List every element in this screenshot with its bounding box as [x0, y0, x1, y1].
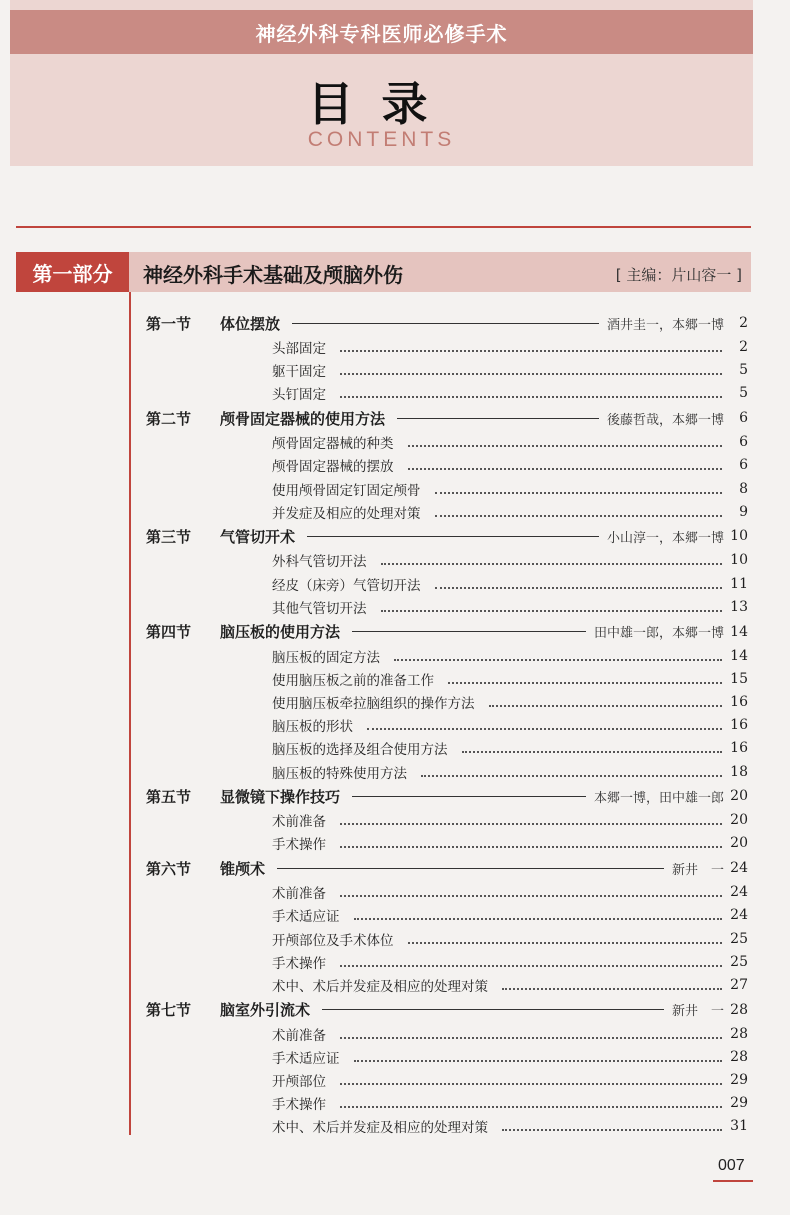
section-authors: 後藤哲哉，本郷一博	[606, 412, 724, 428]
toc-subsection-row[interactable]	[272, 951, 748, 973]
subsection-page: 10	[730, 552, 748, 569]
subsection-title: 并发症及相应的处理对策	[272, 505, 421, 522]
subsection-title: 使用脑压板牵拉脑组织的操作方法	[272, 695, 475, 712]
leader-dots	[462, 751, 723, 753]
subsection-title: 脑压板的固定方法	[272, 649, 380, 666]
page-number: 007	[718, 1157, 745, 1174]
leader-dots	[340, 1037, 722, 1039]
toc-subsection-row[interactable]	[272, 691, 748, 713]
leader-dots	[367, 728, 722, 730]
section-page: 20	[730, 788, 748, 805]
header-band	[10, 0, 753, 166]
leader-dots	[340, 350, 722, 352]
section-title: 脑室外引流术	[220, 1001, 311, 1020]
leader-dots	[408, 468, 723, 470]
toc-subsection-row[interactable]	[272, 974, 748, 996]
subsection-title: 开颅部位	[272, 1074, 326, 1090]
section-rule	[292, 323, 599, 324]
subsection-title: 手术适应证	[272, 1050, 340, 1067]
subsection-page: 8	[739, 480, 748, 497]
toc-subsection-row[interactable]	[272, 645, 748, 667]
section-number: 第三节	[146, 527, 192, 546]
toc-subsection-row[interactable]	[272, 809, 748, 831]
section-title: 脑压板的使用方法	[220, 623, 341, 641]
part-label-box	[16, 252, 129, 292]
subsection-title: 术中、术后并发症及相应的处理对策	[272, 1120, 488, 1137]
toc-section-row[interactable]	[146, 857, 748, 879]
section-number: 第七节	[146, 1001, 192, 1020]
subsection-page: 2	[739, 339, 748, 355]
toc-heading: 目录	[307, 77, 456, 131]
leader-dots	[502, 988, 722, 990]
toc-subsection-row[interactable]	[272, 737, 748, 759]
section-rule	[322, 1009, 664, 1010]
section-title: 锥颅术	[220, 859, 266, 878]
subsection-page: 9	[739, 503, 748, 520]
section-number: 第六节	[146, 859, 192, 878]
toc-section-row[interactable]	[146, 999, 748, 1021]
subsection-page: 28	[730, 1025, 748, 1042]
section-page: 2	[739, 315, 748, 331]
toc-subsection-row[interactable]	[272, 478, 748, 500]
toc-subsection-row[interactable]	[272, 1023, 748, 1045]
subsection-page: 29	[730, 1072, 748, 1088]
leader-dots	[340, 1083, 722, 1085]
subsection-page: 16	[730, 717, 748, 734]
toc-subsection-row[interactable]	[272, 714, 748, 736]
leader-dots	[421, 775, 722, 777]
toc-vertical-rule	[129, 292, 131, 1135]
subsection-title: 其他气管切开法	[272, 600, 367, 617]
toc-subsection-row[interactable]	[272, 573, 748, 595]
section-authors: 小山淳一，本郷一博	[606, 530, 724, 546]
subsection-page: 16	[730, 693, 748, 710]
subsection-page: 20	[730, 812, 748, 829]
section-number: 第二节	[146, 409, 192, 428]
subsection-title: 脑压板的形状	[272, 719, 353, 736]
subsection-page: 25	[730, 930, 748, 947]
subsection-title: 手术适应证	[272, 909, 340, 926]
subsection-title: 手术操作	[272, 955, 326, 972]
leader-dots	[340, 396, 722, 398]
leader-dots	[354, 918, 723, 920]
subsection-page: 6	[739, 457, 748, 474]
part-title: 神经外科手术基础及颅脑外伤	[143, 263, 403, 287]
section-rule	[352, 796, 586, 797]
subsection-title: 脑压板的特殊使用方法	[272, 765, 407, 782]
subsection-page: 31	[730, 1118, 748, 1135]
subsection-title: 手术操作	[272, 837, 326, 854]
section-page: 6	[739, 410, 748, 427]
leader-dots	[408, 445, 723, 447]
subsection-title: 术前准备	[272, 814, 326, 831]
subsection-title: 外科气管切开法	[272, 554, 367, 571]
book-title: 神经外科专科医师必修手术	[255, 21, 508, 46]
leader-dots	[435, 587, 723, 589]
leader-dots	[394, 659, 722, 661]
leader-dots	[340, 895, 722, 897]
toc-section-row[interactable]	[146, 621, 748, 643]
toc-subsection-row[interactable]	[272, 1115, 748, 1137]
section-authors: 田中雄一郎，本郷一博	[593, 626, 724, 641]
subsection-title: 术中、术后并发症及相应的处理对策	[272, 978, 488, 995]
subsection-title: 头钉固定	[272, 387, 326, 404]
leader-dots	[408, 942, 723, 944]
leader-dots	[354, 1060, 723, 1062]
subsection-page: 24	[730, 884, 748, 901]
section-number: 第五节	[146, 787, 192, 806]
leader-dots	[340, 846, 722, 848]
subsection-page: 20	[730, 835, 748, 852]
page-number-underline	[713, 1180, 753, 1182]
subsection-page: 5	[739, 362, 748, 379]
subsection-title: 颅骨固定器械的摆放	[272, 459, 394, 476]
toc-subsection-row[interactable]	[272, 832, 748, 854]
leader-dots	[340, 373, 722, 375]
toc-subsection-row[interactable]	[272, 431, 748, 453]
subsection-title: 颅骨固定器械的种类	[272, 436, 394, 453]
leader-dots	[435, 515, 723, 517]
subsection-title: 使用颅骨固定钉固定颅骨	[272, 482, 421, 499]
leader-dots	[381, 610, 723, 612]
toc-subsection-row[interactable]	[272, 881, 748, 903]
part-editor: [ 主编：片山容一 ]	[615, 266, 742, 284]
part-divider-line	[16, 226, 751, 228]
toc-subsection-row[interactable]	[272, 928, 748, 950]
toc-heading-en: CONTENTS	[307, 128, 456, 151]
leader-dots	[489, 705, 723, 707]
subsection-page: 18	[730, 763, 748, 780]
subsection-page: 29	[730, 1095, 748, 1112]
section-rule	[277, 868, 664, 869]
toc-subsection-row[interactable]	[272, 1069, 748, 1091]
subsection-title: 经皮（床旁）气管切开法	[272, 577, 421, 594]
subsection-page: 24	[730, 907, 748, 924]
leader-dots	[448, 682, 722, 684]
section-page: 10	[730, 528, 748, 545]
subsection-title: 头部固定	[272, 341, 326, 357]
section-number: 第一节	[146, 314, 192, 333]
subsection-title: 术前准备	[272, 1027, 326, 1044]
subsection-page: 25	[730, 953, 748, 970]
toc-subsection-row[interactable]	[272, 359, 748, 381]
section-authors: 酒井圭一，本郷一博	[606, 317, 724, 333]
subsection-page: 14	[730, 647, 748, 664]
toc-subsection-row[interactable]	[272, 1046, 748, 1068]
subsection-title: 脑压板的选择及组合使用方法	[272, 742, 448, 759]
section-authors: 新井 一	[671, 862, 724, 878]
toc-section-row[interactable]	[146, 785, 748, 807]
section-rule	[307, 536, 599, 537]
subsection-page: 11	[730, 575, 748, 592]
section-title: 显微镜下操作技巧	[220, 787, 341, 806]
subsection-title: 躯干固定	[272, 364, 326, 381]
subsection-page: 6	[739, 434, 748, 451]
section-title: 颅骨固定器械的使用方法	[220, 409, 386, 428]
leader-dots	[381, 563, 723, 565]
section-rule	[352, 631, 586, 632]
leader-dots	[435, 492, 723, 494]
leader-dots	[340, 1106, 722, 1108]
leader-dots	[340, 965, 722, 967]
toc-subsection-row[interactable]	[272, 454, 748, 476]
toc-subsection-row[interactable]	[272, 549, 748, 571]
section-title: 气管切开术	[220, 527, 296, 546]
section-page: 28	[730, 1001, 748, 1018]
toc-subsection-row[interactable]	[272, 336, 748, 358]
section-authors: 本郷一博，田中雄一郎	[593, 790, 724, 806]
section-rule	[397, 418, 599, 419]
subsection-page: 16	[730, 740, 748, 757]
subsection-title: 术前准备	[272, 886, 326, 903]
book-title-strip	[10, 10, 753, 54]
subsection-title: 开颅部位及手术体位	[272, 932, 394, 949]
section-number: 第四节	[146, 623, 192, 641]
section-authors: 新井 一	[671, 1004, 724, 1020]
toc-subsection-row[interactable]	[272, 501, 748, 523]
toc-subsection-row[interactable]	[272, 904, 748, 926]
leader-dots	[502, 1129, 722, 1131]
toc-subsection-row[interactable]	[272, 596, 748, 618]
subsection-title: 使用脑压板之前的准备工作	[272, 672, 434, 689]
subsection-page: 5	[739, 385, 748, 402]
subsection-page: 28	[730, 1048, 748, 1065]
toc-section-row[interactable]	[146, 312, 748, 334]
leader-dots	[340, 823, 722, 825]
toc-subsection-row[interactable]	[272, 382, 748, 404]
subsection-page: 15	[730, 670, 748, 687]
section-title: 体位摆放	[220, 314, 281, 333]
subsection-page: 13	[730, 598, 748, 615]
toc-section-row[interactable]	[146, 525, 748, 547]
toc-subsection-row[interactable]	[272, 668, 748, 690]
toc-subsection-row[interactable]	[272, 1092, 748, 1114]
subsection-page: 27	[730, 976, 748, 993]
toc-section-row[interactable]	[146, 407, 748, 429]
section-page: 24	[730, 860, 748, 877]
section-page: 14	[730, 623, 748, 640]
part-label: 第一部分	[32, 261, 113, 286]
subsection-title: 手术操作	[272, 1097, 326, 1114]
toc-subsection-row[interactable]	[272, 761, 748, 783]
